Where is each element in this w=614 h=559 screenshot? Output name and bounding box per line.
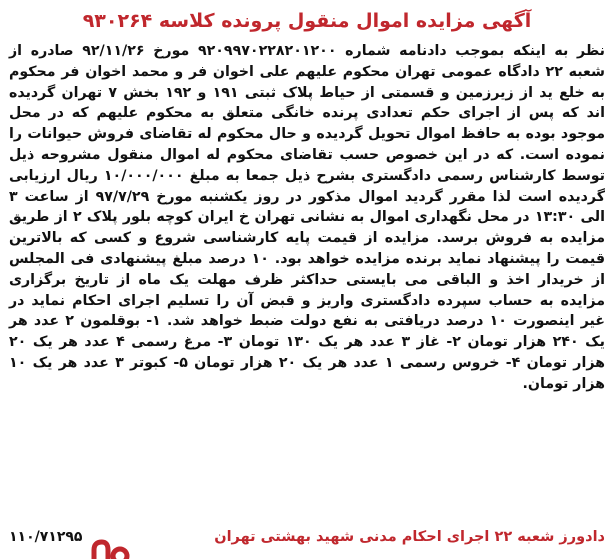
watermark-stamp: ​	[319, 392, 321, 411]
signature-line: دادورز شعبه ۲۲ اجرای احکام مدنی شهید بهشتی تهران	[214, 529, 605, 545]
notice-title: آگهی مزایده اموال منقول پرونده کلاسه ۹۳۰۲۶۴	[82, 10, 532, 32]
notice-body: نظر به اینکه بموجب دادنامه شماره ۹۲۰۹۹۷۰۲۲۸۲۰۱۲۰۰ مورخ ۹۲/۱۱/۲۶ صادره از شعبه ۲۲ دادگاه عمومی تهران محکوم علیهم علی اخوان فر و محمد اخوان فر محکوم به خلع ید از زیرزمین و قسمتی از حیاط پلاک ثبتی ۱۹۱ و ۱۹۲ بخش ۷ تهران گردیده اند که پس از اجرای حکم تعدادی پرنده خانگی متعلق به محکوم علیهم که در محل موجود بوده به حافظ اموال تحویل گردیده و حال محکوم له تقاضای فروش حیوانات را نموده است. که در این خصوص حسب تقاضای محکوم له اموال منقول مشروحه ذیل توسط کارشناس رسمی دادگستری بشرح ذیل جمعا به مبلغ ۱۰/۰۰۰/۰۰۰ ریال ارزیابی گردیده است لذا مقرر گردید اموال مذکور در روز یکشنبه مورخ ۹۷/۷/۲۹ از ساعت ۳ الی ۱۳:۳۰ در محل نگهداری اموال به نشانی تهران خ ایران کوچه بلور پلاک ۲ از طریق مزایده به فروش برسد. مزایده از قیمت پایه کارشناسی شروع و کسی که بالاترین قیمت را پیشنهاد نماید برنده مزایده خواهد بود. ۱۰ درصد مبلغ پیشنهادی فی المجلس از خریدار اخذ و الباقی می بایستی حداکثر ظرف مهلت یک ماه از تاریخ برگزاری مزایده به حساب سپرده دادگستری واریز و قبض آن را تسلیم اجرای احکام نماید در غیر اینصورت ۱۰ درصد دریافتی به نفع دولت ضبط خواهد شد. ۱- بوقلمون ۲ عدد هر یک ۲۴۰ هزار تومان ۲- غاز ۳ عدد هر یک ۱۳۰ تومان ۳- مرغ رسمی ۴ عدد هر یک ۲۰ هزار تومان ۴- خروس رسمی ۱ عدد هر یک ۲۰ هزار تومان ۵- کبوتر ۳ عدد هر یک ۱۰ هزار تومان.	[9, 43, 606, 392]
corner-stamp-shape	[90, 536, 130, 559]
notice-code: ۱۱۰/۷۱۲۹۵	[9, 529, 83, 545]
corner-stamp-mark	[90, 536, 130, 559]
